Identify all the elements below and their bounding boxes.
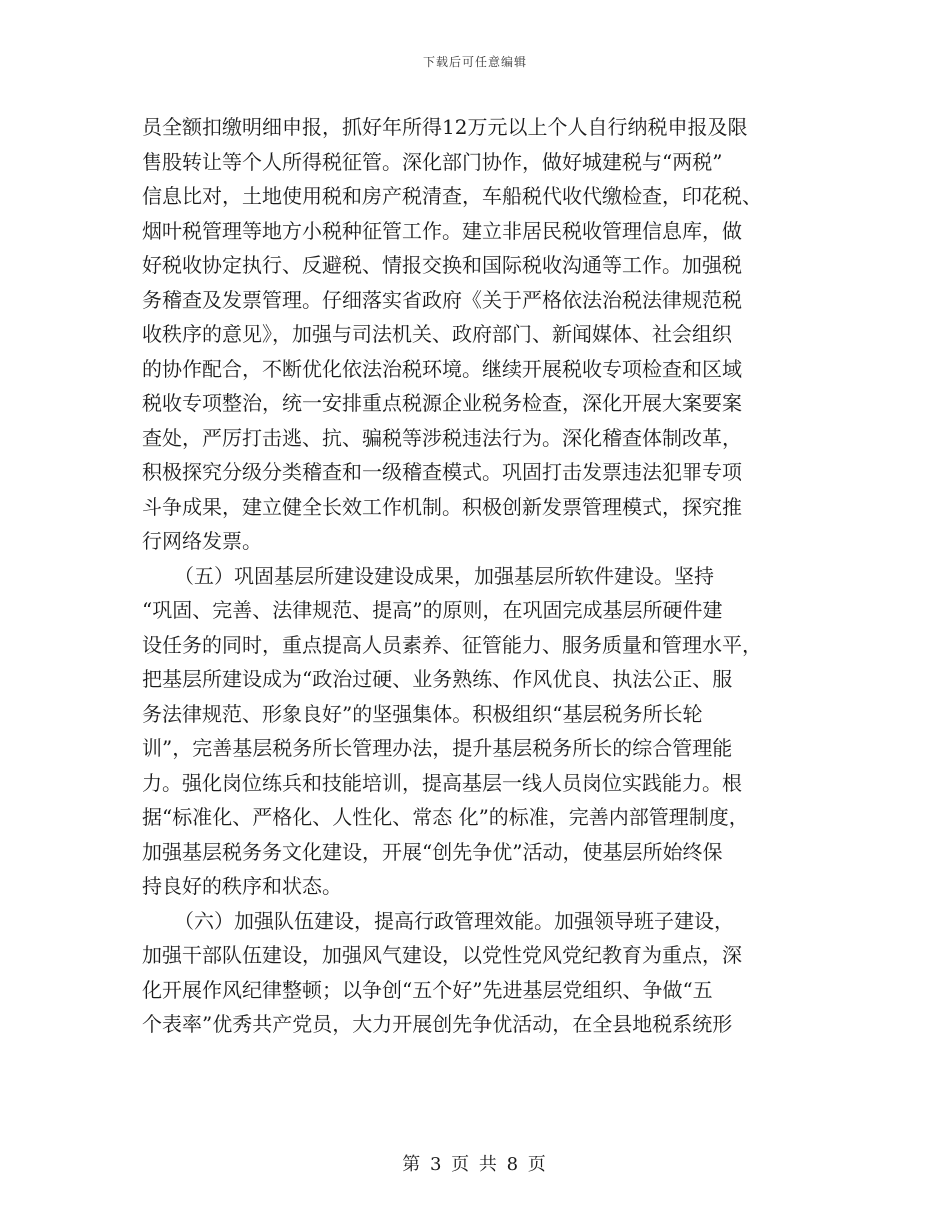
text-line: 的协作配合，不断优化依法治税环境。继续开展税收专项检查和区域	[142, 356, 742, 381]
text-line: 加强干部队伍建设，加强风气建设，以党性党风党纪教育为重点，深	[142, 943, 742, 967]
text-line: 训”，完善基层税务所长管理办法，提升基层税务所长的综合管理能	[142, 736, 733, 760]
text-line: 斗争成果，建立健全长效工作机制。积极创新发票管理模式，探究推	[142, 494, 742, 519]
text-line: “巩固、完善、法律规范、提高”的原则，在巩固完成基层所硬件建	[142, 598, 723, 622]
text-line: 烟叶税管理等地方小税种征管工作。建立非居民税收管理信息库，做	[142, 218, 742, 243]
text-line: 个表率”优秀共产党员，大力开展创先争优活动，在全县地税系统形	[142, 1012, 733, 1036]
text-line: 收秩序的意见》，加强与司法机关、政府部门、新闻媒体、社会组织	[142, 322, 732, 346]
text-line: 查处，严厉打击逃、抗、骗税等涉税违法行为。深化稽查体制改革，	[142, 425, 742, 450]
text-line: 持良好的秩序和状态。	[142, 874, 342, 898]
page-header: 下载后可任意编辑	[422, 55, 527, 69]
text-line: 加强基层税务务文化建设，开展“创先争优”活动，使基层所始终保	[142, 839, 723, 864]
text-line: 把基层所建设成为“政治过硬、业务熟练、作风优良、执法公正、服	[142, 667, 733, 691]
text-line: 信息比对，土地使用税和房产税清查，车船税代收代缴检查，印花税、	[142, 184, 762, 208]
text-line: 好税收协定执行、反避税、情报交换和国际税收沟通等工作。加强税	[142, 253, 742, 277]
section-heading-line: （六）加强队伍建设，提高行政管理效能。加强领导班子建设，	[174, 908, 734, 933]
text-line: 据“标准化、严格化、人性化、常态 化”的标准，完善内部管理制度，	[142, 805, 749, 829]
text-line: 力。强化岗位练兵和技能培训，提高基层一线人员岗位实践能力。根	[142, 770, 742, 795]
text-line: 务稽查及发票管理。仔细落实省政府《关于严格依法治税法律规范税	[142, 287, 742, 312]
page-number: 第 3 页 共 8 页	[402, 1154, 548, 1175]
text-line: 化开展作风纪律整顿；以争创“五个好”先进基层党组织、争做“五	[142, 977, 713, 1002]
text-line: 务法律规范、形象良好”的坚强集体。积极组织“基层税务所长轮	[142, 701, 703, 726]
text-line: 积极探究分级分类稽查和一级稽查模式。巩固打击发票违法犯罪专项	[142, 460, 742, 484]
text-line: 行网络发票。	[142, 529, 262, 553]
text-line: 税收专项整治，统一安排重点税源企业税务检查，深化开展大案要案	[142, 391, 742, 415]
text-line: 员全额扣缴明细申报，抓好年所得12万元以上个人自行纳税申报及限	[142, 115, 748, 139]
body-text	[142, 110, 822, 1042]
text-line: 设任务的同时，重点提高人员素养、征管能力、服务质量和管理水平，	[142, 632, 762, 657]
text-line: 售股转让等个人所得税征管。深化部门协作，做好城建税与“两税”	[142, 149, 723, 174]
section-heading-line: （五）巩固基层所建设建设成果，加强基层所软件建设。坚持	[174, 563, 714, 588]
